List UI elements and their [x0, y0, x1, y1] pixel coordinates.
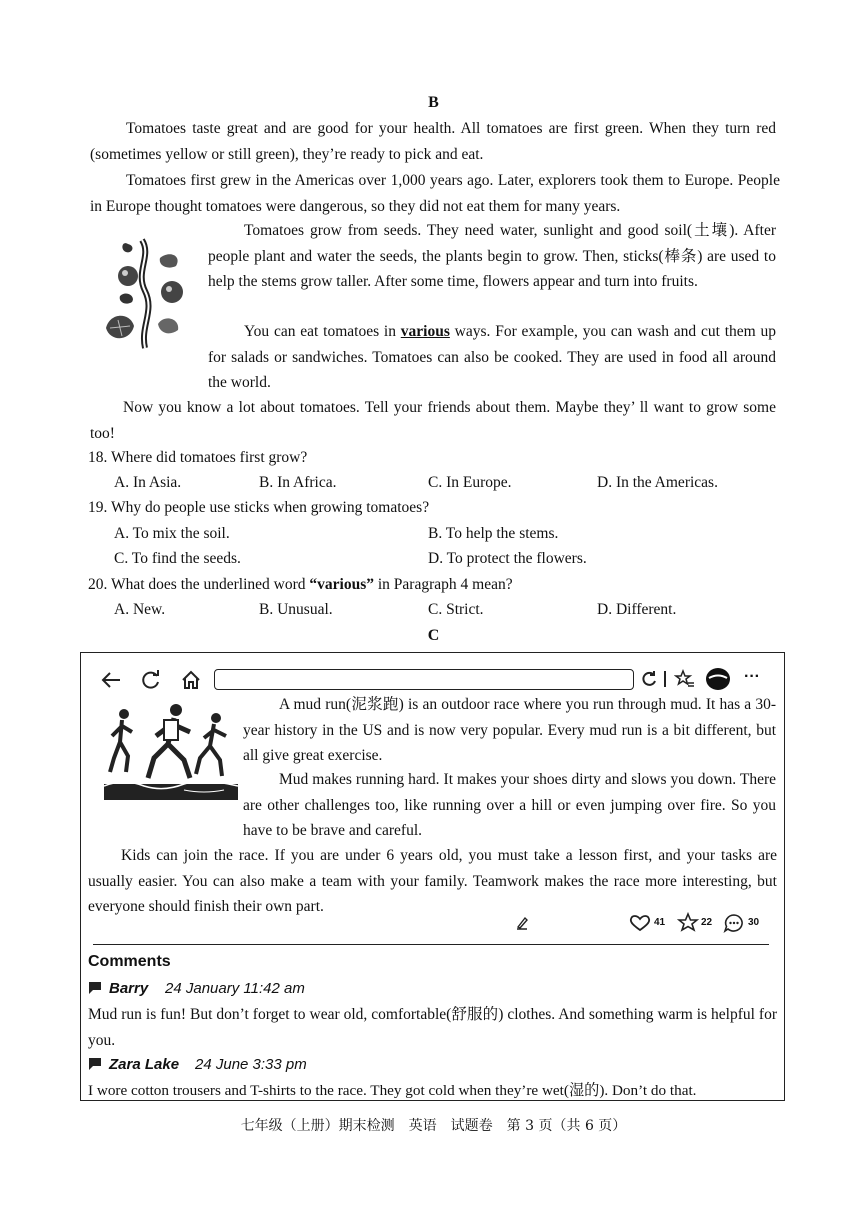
section-c-heading: C [427, 627, 440, 644]
comments-divider [93, 944, 769, 945]
question-18-stem: 18. Where did tomatoes first grow? [88, 449, 308, 466]
toolbar-divider [664, 671, 666, 687]
question-20-option-b: B. Unusual. [259, 601, 333, 618]
paragraph-b5-text: Now you know a lot about tomatoes. Tell your friends about them. Maybe they’ ll want to grow some too! [90, 399, 776, 442]
comment-time: 24 January 11:42 am [165, 980, 305, 997]
paragraph-b2 [90, 168, 780, 219]
paragraph-b1-text: Tomatoes taste great and are good for your health. All tomatoes are first green. When they turn red (sometimes yellow or still green), they’re ready to pick and eat. [90, 120, 776, 163]
question-20-option-c: C. Strict. [428, 601, 484, 618]
paragraph-c2 [243, 767, 776, 844]
comment-time: 24 June 3:33 pm [195, 1056, 307, 1073]
paragraph-b3-text: Tomatoes grow from seeds. They need water, sunlight and good soil(土壤). After people plant and water the seeds, the plants begin to grow. Then, sticks(棒条) are used to help the stems grow taller. After some time, flowers appear and turn into fruits. [208, 222, 776, 290]
paragraph-c3 [88, 843, 777, 920]
paragraph-c2-text: Mud makes running hard. It makes your shoes dirty and slows you down. There are other challenges too, like running over a hill or even jumping over fire. So you have to be brave and careful. [243, 771, 776, 839]
tomato-plant-illustration [100, 236, 190, 351]
question-18-option-c: C. In Europe. [428, 474, 512, 491]
paragraph-b5 [90, 395, 776, 446]
reload-icon[interactable] [640, 670, 658, 688]
address-bar[interactable] [214, 669, 634, 690]
section-b-heading: B [428, 94, 439, 111]
paragraph-c1 [243, 692, 776, 769]
comment-icon[interactable] [723, 913, 745, 933]
question-20-stem-before: 20. What does the underlined word [88, 576, 310, 593]
page-footer: 七年级（上册）期末检测 英语 试题卷 第 3 页（共 6 页） [240, 1118, 627, 1134]
question-20-stem-after: in Paragraph 4 mean? [374, 576, 513, 593]
refresh-icon[interactable] [140, 669, 162, 691]
comment-author[interactable]: Zara Lake [109, 1056, 180, 1073]
paragraph-b3 [208, 218, 776, 295]
question-20-stem [88, 576, 513, 594]
likes-count: 41 [654, 917, 666, 928]
paragraph-b1 [90, 116, 776, 167]
star-icon[interactable] [674, 668, 696, 690]
mud-run-illustration [104, 702, 238, 800]
underlined-word-various: various [400, 323, 450, 340]
question-18-option-a: A. In Asia. [114, 474, 182, 491]
avatar-icon[interactable] [705, 667, 731, 691]
question-19-option-a: A. To mix the soil. [114, 525, 230, 542]
comments-count: 30 [748, 917, 760, 928]
paragraph-c1-text: A mud run(泥浆跑) is an outdoor race where you run through mud. It has a 30-year history in the US and is now very popular. Every mud run is a bit different, but all give great exercise. [243, 696, 776, 764]
question-18-option-d: D. In the Americas. [597, 474, 718, 491]
more-icon[interactable]: ··· [744, 668, 760, 685]
question-20-option-d: D. Different. [597, 601, 677, 618]
question-18-option-b: B. In Africa. [259, 474, 337, 491]
heart-icon[interactable] [629, 914, 651, 932]
comment-text: Mud run is fun! But don’t forget to wear old, comfortable(舒服的) clothes. And something warm is helpful for you. [88, 1006, 777, 1049]
paragraph-c3-text: Kids can join the race. If you are under 6 years old, you must take a lesson first, and your tasks are usually easier. You can also make a team with your family. Teamwork makes the race more interesting, but everyone should finish their own part. [88, 847, 777, 915]
paragraph-b4-before: You can eat tomatoes in [244, 323, 401, 340]
comments-heading: Comments [88, 953, 171, 970]
question-19-option-b: B. To help the stems. [428, 525, 559, 542]
home-icon[interactable] [180, 669, 202, 691]
paragraph-b2-text: Tomatoes first grew in the Americas over 1,000 years ago. Later, explorers took them to Europe. People in Europe thought tomatoes were dangerous, so they did not eat them for many years. [90, 172, 780, 215]
favorites-count: 22 [701, 917, 713, 928]
question-19-option-c: C. To find the seeds. [114, 550, 241, 567]
flag-icon [88, 981, 102, 995]
back-arrow-icon[interactable] [100, 670, 122, 690]
comment-author[interactable]: Barry [109, 980, 149, 997]
question-19-option-d: D. To protect the flowers. [428, 550, 587, 567]
paragraph-b4-after: ways. For example, you can wash and cut them up for salads or sandwiches. Tomatoes can also be cooked. They are used in food all around the world. [208, 323, 777, 391]
favorite-star-icon[interactable] [677, 912, 699, 932]
question-19-stem: 19. Why do people use sticks when growing tomatoes? [88, 499, 430, 516]
flag-icon [88, 1057, 102, 1071]
edit-icon[interactable] [516, 916, 528, 930]
paragraph-b4 [208, 319, 776, 396]
question-20-option-a: A. New. [114, 601, 166, 618]
question-20-stem-word: “various” [309, 576, 374, 593]
comment-text: I wore cotton trousers and T-shirts to the race. They got cold when they’re wet(湿的). Don’t do that. [88, 1082, 697, 1099]
